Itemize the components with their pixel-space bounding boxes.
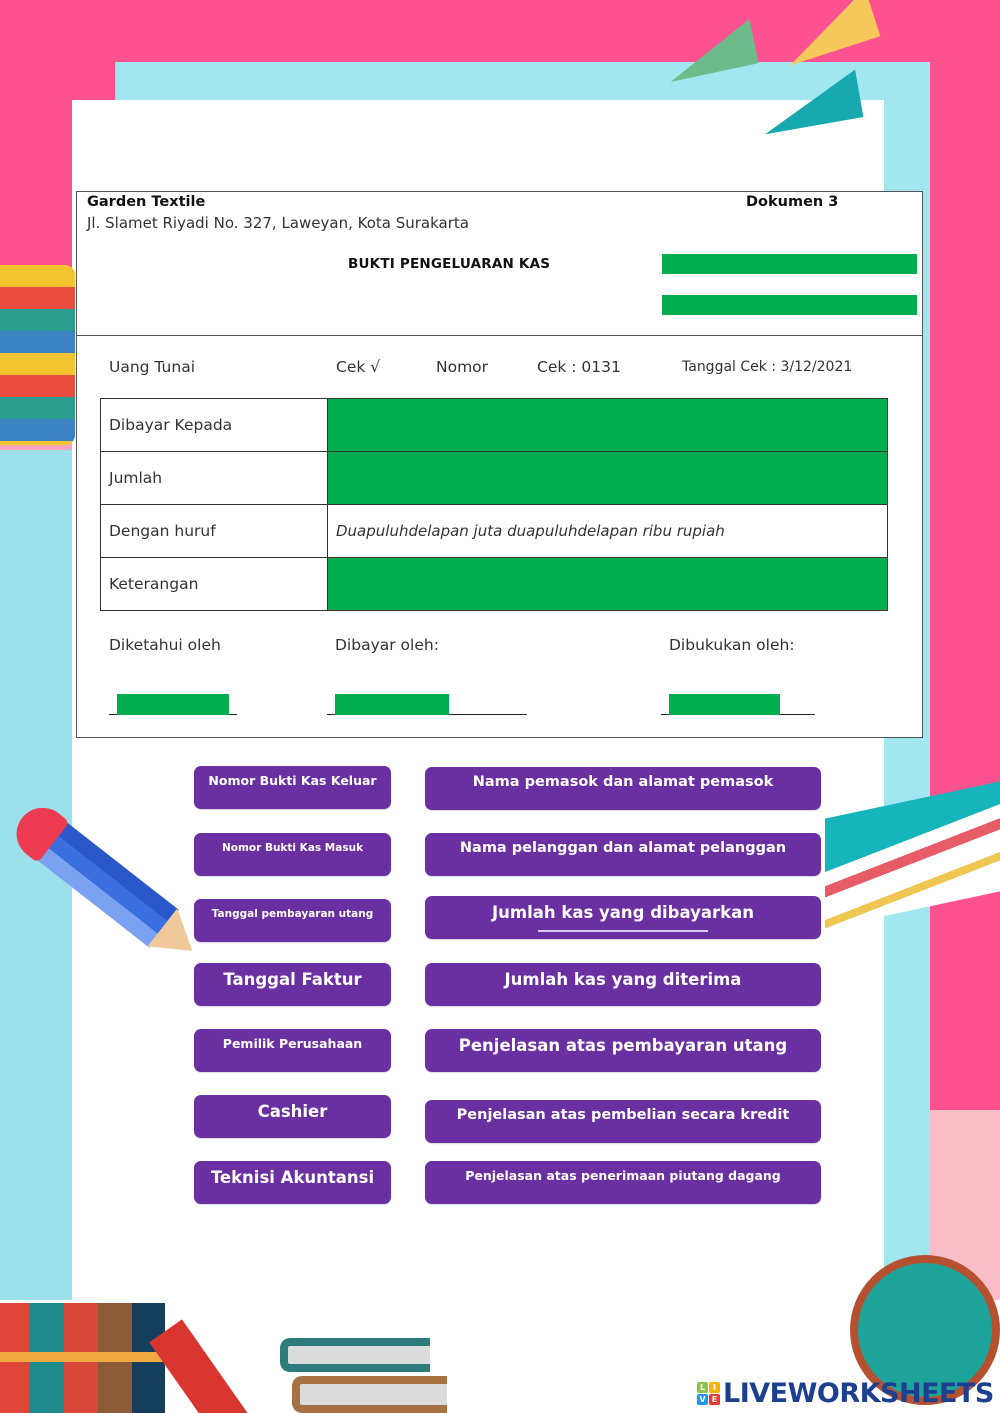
text-underline — [538, 930, 708, 932]
answer-option[interactable]: Teknisi Akuntansi — [194, 1161, 391, 1204]
amount-in-words: Duapuluhdelapan juta duapuluhdelapan ribu rupiah — [328, 505, 888, 558]
drop-zone-paid-to[interactable] — [328, 399, 888, 452]
answer-option[interactable]: Tanggal Faktur — [194, 963, 391, 1006]
check-label: Cek √ — [336, 358, 381, 376]
answer-option[interactable]: Cashier — [194, 1095, 391, 1138]
signature-label-recorded-by: Dibukukan oleh: — [669, 636, 795, 654]
answer-option[interactable]: Jumlah kas yang diterima — [425, 963, 821, 1006]
table-row — [101, 399, 888, 452]
row-label-paid-to: Dibayar Kepada — [101, 399, 328, 452]
answer-option[interactable]: Penjelasan atas pembelian secara kredit — [425, 1100, 821, 1143]
document-title: BUKTI PENGELUARAN KAS — [348, 256, 551, 272]
voucher-table — [100, 398, 888, 611]
number-label: Nomor — [436, 358, 489, 376]
check-number: Cek : 0131 — [537, 358, 621, 376]
answer-option[interactable]: Penjelasan atas pembayaran utang — [425, 1029, 821, 1072]
cash-label: Uang Tunai — [109, 358, 195, 376]
drop-zone-amount[interactable] — [328, 452, 888, 505]
signature-label-paid-by: Dibayar oleh: — [335, 636, 439, 654]
answer-option[interactable]: Pemilik Perusahaan — [194, 1029, 391, 1072]
answer-option[interactable]: Nomor Bukti Kas Keluar — [194, 766, 391, 809]
drop-zone-acknowledged-by[interactable] — [117, 694, 229, 715]
answer-option[interactable]: Jumlah kas yang dibayarkan — [425, 896, 821, 939]
row-label-in-words: Dengan huruf — [101, 505, 328, 558]
bookshelf-band — [0, 1352, 165, 1362]
check-date: Tanggal Cek : 3/12/2021 — [682, 359, 853, 375]
row-label-amount: Jumlah — [101, 452, 328, 505]
badge-letter: V — [697, 1394, 708, 1405]
table-row — [101, 452, 888, 505]
drop-zone-description[interactable] — [328, 558, 888, 611]
answer-option[interactable]: Nama pemasok dan alamat pemasok — [425, 767, 821, 810]
answer-option[interactable]: Nama pelanggan dan alamat pelanggan — [425, 833, 821, 876]
books-stack-left-icon — [0, 265, 75, 445]
badge-letter: L — [697, 1382, 708, 1393]
table-row — [101, 558, 888, 611]
company-name: Garden Textile — [87, 194, 206, 210]
badge-letter: I — [709, 1382, 720, 1393]
answer-option[interactable]: Tanggal pembayaran utang — [194, 899, 391, 942]
liveworksheets-logo — [697, 1376, 994, 1410]
drop-zone-voucher-number[interactable] — [662, 254, 917, 274]
drop-zone-paid-by[interactable] — [335, 694, 449, 715]
document-number: Dokumen 3 — [746, 194, 839, 210]
drop-zone-recorded-by[interactable] — [669, 694, 780, 715]
signature-label-acknowledged: Diketahui oleh — [109, 636, 221, 654]
book-teal-icon — [280, 1338, 430, 1372]
answer-option[interactable]: Penjelasan atas penerimaan piutang dagang — [425, 1161, 821, 1204]
book-brown-icon — [292, 1376, 447, 1413]
table-row — [101, 505, 888, 558]
company-address: Jl. Slamet Riyadi No. 327, Laweyan, Kota Surakarta — [87, 214, 469, 232]
live-badge-icon — [697, 1382, 720, 1405]
answer-option[interactable]: Nomor Bukti Kas Masuk — [194, 833, 391, 876]
document-header — [77, 192, 922, 336]
cash-disbursement-voucher — [76, 191, 923, 738]
drop-zone-date[interactable] — [662, 295, 917, 315]
row-label-description: Keterangan — [101, 558, 328, 611]
liveworksheets-wordmark: LIVEWORKSHEETS — [723, 1377, 994, 1409]
badge-letter: E — [709, 1394, 720, 1405]
